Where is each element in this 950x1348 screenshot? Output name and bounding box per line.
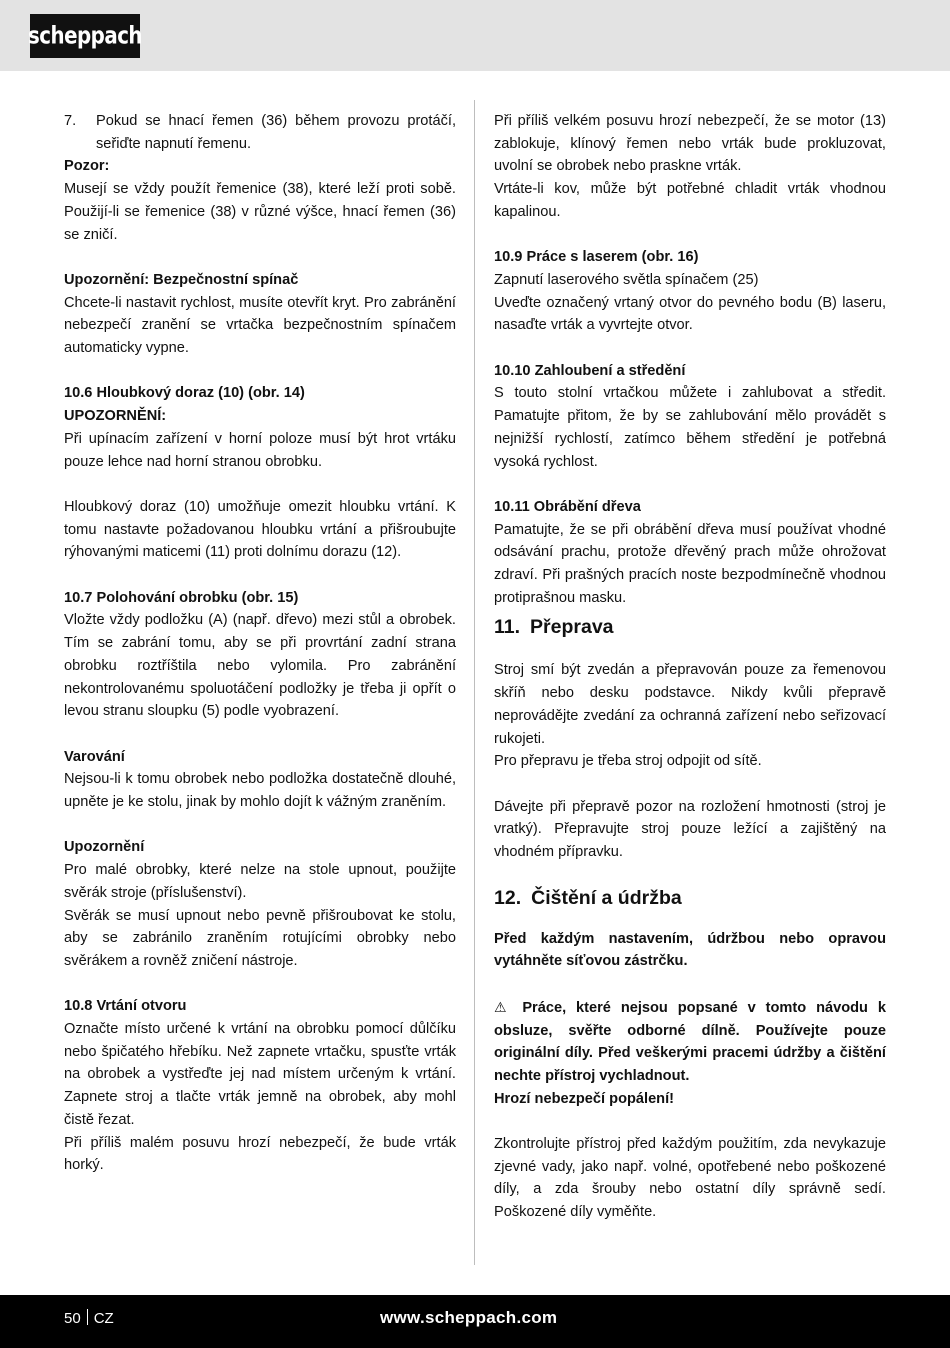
burn-hazard-text: Hrozí nebezpečí popálení! (494, 1090, 675, 1107)
section-10-7-text: Vložte vždy podložku (A) (např. dřevo) mezi stůl a obrobek. Tím se zabrání tomu, aby se při provrtání zadní strana obrobku roztříštila nebo vylomila. Pro zabránění nekontrolovanému spoluotáčení podložky je třeba ji opřít o levou stranu sloupku (5) podle vyobrazení. (64, 612, 456, 720)
continued-paragraph-1: Při příliš velkém posuvu hrozí nebezpečí, že se motor (13) zablokuje, klínový řemen nebo vrták bude prokluzovat, uvolní se obrobek nebo praskne vrták. (494, 113, 886, 175)
section-11-number: 11. (494, 616, 521, 639)
section-10-6-heading: 10.6 Hloubkový doraz (10) (obr. 14) (64, 385, 305, 402)
right-column (494, 110, 886, 1224)
section-12-warning-text: Práce, které nejsou popsané v tomto návodu k obsluze, svěřte odborné dílně. Používejte pouze originální díly. Před veškerými pracemi údržby a čištění nechte přístroj vychladnout. (494, 999, 886, 1084)
section-10-10-heading: 10.10 Zahloubení a středění (494, 362, 686, 379)
list-number: 7. (64, 113, 77, 129)
varovani-text: Nejsou-li k tomu obrobek nebo podložka dostatečně dlouhé, upněte je ke stolu, jinak by mohlo dojít k vážným zraněním. (64, 771, 456, 811)
page-footer (0, 1295, 950, 1348)
section-10-11-text: Pamatujte, že se při obrábění dřeva musí používat vhodné odsávání prachu, protože dřevěný prach může ohrožovat zdraví. Při prašných pracích noste bezpodmínečně vhodnou protiprašnou masku. (494, 521, 886, 606)
upozorneni-paragraph-2: Svěrák se musí upnout nebo pevně přišroubovat ke stolu, aby se zabránilo zraněním rotujícími obrobky nebo svěrákem a rovněž zničení nástroje. (64, 907, 456, 969)
upozorneni-heading: Upozornění (64, 839, 145, 856)
section-10-6-warning-label: UPOZORNĚNÍ: (64, 408, 167, 425)
section-11-paragraph-2: Pro přepravu je třeba stroj odpojit od sítě. (494, 753, 762, 770)
section-10-9-paragraph-2: Uveďte označený vrtaný otvor do pevného bodu (B) laseru, nasaďte vrták a vyvrtejte otvor. (494, 294, 886, 334)
section-11-paragraph-1: Stroj smí být zvedán a přepravován pouze za řemenovou skříň nebo desku podstavce. Nikdy kvůli přepravě neprovádějte zvedání za ochranná zařízení nebo seřizovací rukojeti. (494, 662, 886, 747)
varovani-heading: Varování (64, 748, 125, 765)
warning-triangle-icon: ⚠ (494, 998, 513, 1015)
section-10-6-paragraph-1: Při upínacím zařízení v horní poloze musí být hrot vrtáku pouze lehce nad horní stranou obrobku. (64, 430, 456, 470)
website-link[interactable]: www.scheppach.com (380, 1308, 558, 1327)
section-10-7-heading: 10.7 Polohování obrobku (obr. 15) (64, 589, 299, 606)
section-10-8-paragraph-2: Při příliš malém posuvu hrozí nebezpečí, že bude vrták horký. (64, 1134, 456, 1174)
pozor-text: Musejí se vždy použít řemenice (38), které leží proti sobě. Použijí-li se řemenice (38) v různé výšce, hnací řemen (36) se zničí. (64, 181, 456, 243)
section-11-heading (494, 615, 886, 639)
section-10-8-heading: 10.8 Vrtání otvoru (64, 998, 187, 1015)
pozor-label: Pozor: (64, 158, 110, 175)
section-12-bold-notice: Před každým nastavením, údržbou nebo opravou vytáhněte síťovou zástrčku. (494, 930, 886, 970)
section-12-title: Čištění a údržba (531, 886, 682, 909)
page-header (0, 0, 950, 71)
list-item-7 (64, 110, 456, 155)
safety-switch-heading: Upozornění: Bezpečnostní spínač (64, 271, 299, 288)
section-10-6-paragraph-2: Hloubkový doraz (10) umožňuje omezit hloubku vrtání. K tomu nastavte požadovanou hloubku vrtání a přišroubujte rýhovanými maticemi (11) proti dolnímu dorazu (12). (64, 498, 456, 561)
page-number: 50 (64, 1310, 81, 1327)
section-12-text: Zkontrolujte přístroj před každým použitím, zda nevykazuje zjevné vady, jako např. volné, opotřebené nebo poškozené díly, a zda šrouby nebo ostatní díly správně sedí. Poškozené díly vyměňte. (494, 1136, 886, 1221)
safety-switch-text: Chcete-li nastavit rychlost, musíte otevřít kryt. Pro zabránění nebezpečí zranění se vrtačka bezpečnostním spínačem automaticky vypne. (64, 294, 456, 357)
continued-paragraph-2: Vrtáte-li kov, může být potřebné chladit vrták vhodnou kapalinou. (494, 181, 886, 220)
brand-logo: scheppach (30, 14, 140, 58)
section-11-paragraph-3: Dávejte při přepravě pozor na rozložení hmotnosti (stroj je vratký). Přepravujte stroj pouze ležící a zajištěný na vhodném přípravku. (494, 798, 886, 861)
upozorneni-paragraph-1: Pro malé obrobky, které nelze na stole upnout, použijte svěrák stroje (příslušenství). (64, 862, 456, 901)
section-10-10-text: S touto stolní vrtačkou můžete i zahlubovat a středit. Pamatujte přitom, že by se zahlubování mělo provádět s nejnižší rychlostí, zatímco během středění je potřebná vysoká rychlost. (494, 385, 886, 470)
list-text: Pokud se hnací řemen (36) během provozu protáčí, seřiďte napnutí řemenu. (96, 113, 456, 152)
left-column (64, 110, 456, 1177)
section-10-11-heading: 10.11 Obrábění dřeva (494, 498, 641, 515)
page-number-block (64, 1309, 114, 1329)
page-separator (87, 1309, 88, 1325)
language-code: CZ (93, 1310, 114, 1327)
section-11-title: Přeprava (530, 616, 614, 639)
section-12-warning-block (494, 996, 886, 1088)
column-divider (474, 100, 475, 1265)
section-10-8-paragraph-1: Označte místo určené k vrtání na obrobku pomocí důlčíku nebo špičatého hřebíku. Než zapnete vrtačku, spusťte vrták na obrobek a vystřeďte jej nad místem určeným k vrtání. Zapnete stroj a tlačte vrták jemně na obrobek, aby mohl čistě řezat. (64, 1021, 456, 1128)
section-10-9-paragraph-1: Zapnutí laserového světla spínačem (25) (494, 271, 759, 288)
section-12-heading (494, 886, 886, 910)
section-12-number: 12. (494, 886, 522, 909)
section-10-9-heading: 10.9 Práce s laserem (obr. 16) (494, 249, 699, 266)
